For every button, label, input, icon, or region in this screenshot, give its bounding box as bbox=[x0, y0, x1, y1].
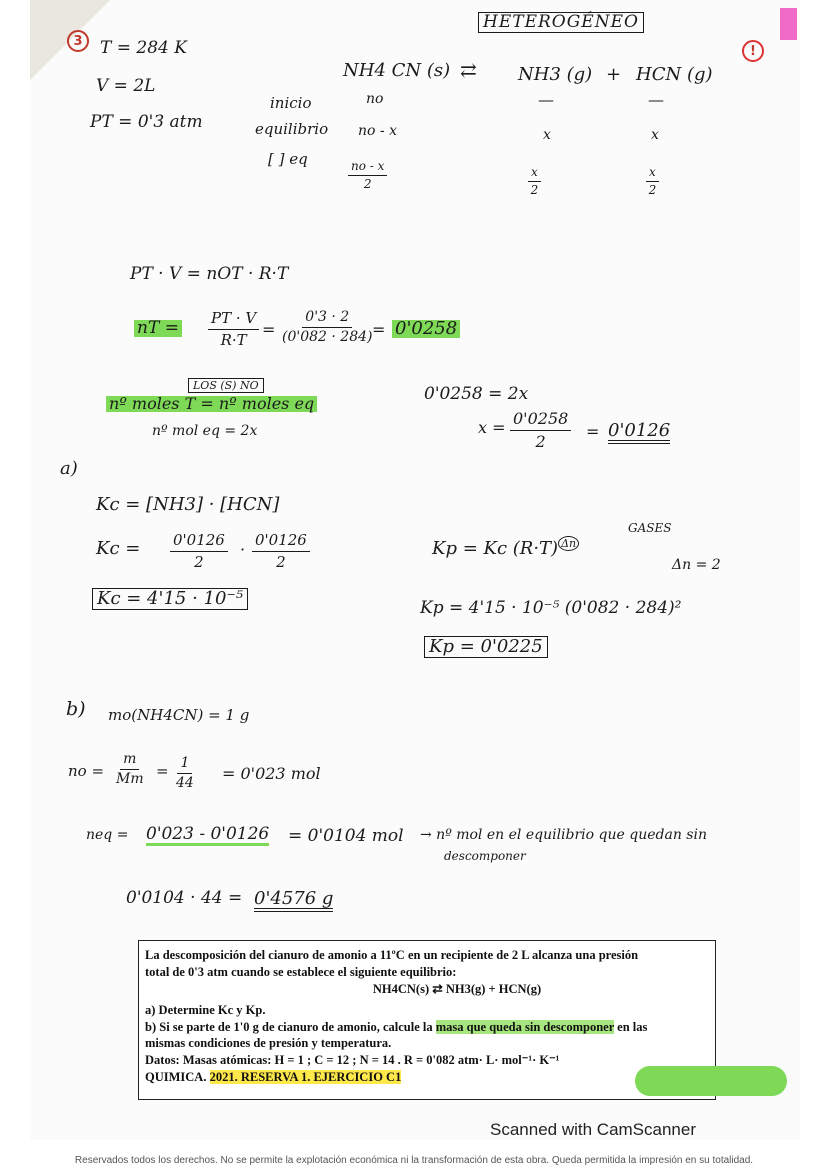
no-formula: $\frac{m}{Mm}$ bbox=[116, 751, 144, 788]
statement-source: QUIMICA. 2021. RESERVA 1. EJERCICIO C1 bbox=[145, 1070, 402, 1085]
no-substitution: $\frac{1}{44}$ bbox=[176, 755, 194, 792]
product-nh3: NH3 (g) bbox=[518, 64, 593, 85]
statement-part-a: a) Determine Kc y Kp. bbox=[145, 1002, 266, 1017]
neq-note-2: descomponer bbox=[444, 849, 526, 863]
kc-definition: Kc = [NH3] · [HCN] bbox=[96, 494, 280, 515]
initial-mass: mo(NH4CN) = 1 g bbox=[108, 706, 250, 724]
nt-substitution: $\frac{0'3 \cdot 2}{(0'082 \cdot 284)}$ bbox=[282, 309, 373, 346]
conc-solid: $\frac{no - x}{2}$ bbox=[348, 160, 387, 191]
solids-note: LOS (S) NO bbox=[188, 378, 264, 393]
part-a-label: a) bbox=[60, 458, 78, 479]
conc-hcn: $\frac{x}{2}$ bbox=[646, 166, 659, 197]
problem-number: 3 bbox=[67, 30, 89, 52]
equals-sign: = bbox=[262, 320, 276, 339]
equil-hcn: x bbox=[651, 127, 659, 143]
equil-nh3: x bbox=[543, 127, 551, 143]
no-result: = 0'023 mol bbox=[222, 764, 321, 783]
equilibrium-arrow-icon: ⇄ bbox=[460, 58, 477, 82]
final-result: 0'4576 g bbox=[254, 890, 333, 912]
final-calculation: 0'0104 · 44 = bbox=[126, 888, 243, 908]
statement-datos: Datos: Masas atómicas: H = 1 ; C = 12 ; N = 14 . R = 0'082 atm· L· mol⁻¹· K⁻¹ bbox=[145, 1053, 560, 1068]
statement-part-b: b) Si se parte de 1'0 g de cianuro de amonio, calcule la masa que queda sin descomponer en las bbox=[145, 1019, 648, 1034]
temperature: T = 284 K bbox=[100, 38, 187, 58]
plus-sign: + bbox=[606, 64, 622, 85]
delta-n: Δn = 2 bbox=[672, 557, 721, 573]
gases-note: GASES bbox=[628, 521, 672, 535]
inicio-solid: no bbox=[366, 91, 384, 107]
part-b-label: b) bbox=[66, 698, 86, 720]
row-equilibrio: equilibrio bbox=[255, 120, 329, 138]
neq-calculation: 0'023 - 0'0126 bbox=[146, 824, 270, 844]
copyright-footer: Reservados todos los derechos. No se permite la explotación económica ni la transformación de esta obra. Queda permitida la impresión en su totalidad. bbox=[74, 1155, 754, 1166]
moles-equation: 0'0258 = 2x bbox=[424, 384, 529, 404]
conc-nh3: $\frac{x}{2}$ bbox=[528, 166, 541, 197]
inicio-hcn: — bbox=[648, 90, 664, 109]
neq-label: neq = bbox=[86, 827, 129, 843]
product-hcn: HCN (g) bbox=[636, 64, 713, 85]
warning-icon: ! bbox=[742, 40, 764, 62]
kp-result: Kp = 0'0225 bbox=[424, 636, 548, 658]
equals-sign: = bbox=[372, 320, 386, 339]
no-label: no = bbox=[68, 762, 105, 780]
x-label: x = bbox=[478, 418, 506, 437]
x-formula: $\frac{0'0258}{2}$ bbox=[510, 410, 571, 450]
bookmark-tab bbox=[780, 8, 797, 40]
kp-calculation: Kp = 4'15 · 10⁻⁵ (0'082 · 284)² bbox=[420, 598, 682, 618]
statement-equation: NH4CN(s) ⇄ NH3(g) + HCN(g) bbox=[372, 981, 542, 996]
kc-label: Kc = bbox=[96, 538, 141, 559]
neq-note: → nº mol en el equilibrio que quedan sin bbox=[420, 827, 707, 843]
row-inicio: inicio bbox=[270, 94, 312, 112]
scanner-watermark: Scanned with CamScanner bbox=[490, 1120, 697, 1139]
kc-result: Kc = 4'15 · 10⁻⁵ bbox=[92, 588, 248, 610]
x-result: 0'0126 bbox=[608, 422, 670, 444]
problem-statement bbox=[138, 940, 716, 1100]
equil-solid: no - x bbox=[358, 123, 397, 139]
inicio-nh3: — bbox=[538, 90, 554, 109]
statement-part-b-cont: mismas condiciones de presión y temperatura. bbox=[145, 1036, 392, 1051]
volume: V = 2L bbox=[96, 76, 156, 96]
nt-formula: $\frac{PT \cdot V}{R\cdot T}$ bbox=[208, 310, 259, 348]
statement-line-1: La descomposición del cianuro de amonio a 11ºC en un recipiente de 2 L alcanza una presión bbox=[145, 948, 639, 962]
neq-result: = 0'0104 mol bbox=[288, 826, 404, 846]
ideal-gas-equation: PT · V = nOT · R·T bbox=[130, 264, 289, 284]
moles-eq: nº mol eq = 2x bbox=[152, 423, 258, 439]
nt-result: 0'0258 bbox=[392, 320, 460, 338]
kc-factor-1: $\frac{0'0126}{2}$ bbox=[170, 532, 228, 570]
moles-relation: nº moles T = nº moles eq bbox=[106, 396, 317, 412]
kc-factor-2: $\frac{0'0126}{2}$ bbox=[252, 532, 310, 570]
reactant: NH4 CN (s) bbox=[343, 60, 451, 81]
highlight-mark bbox=[635, 1066, 787, 1096]
heterogeneo-label: HETEROGÉNEO bbox=[478, 12, 644, 33]
total-pressure: PT = 0'3 atm bbox=[90, 112, 203, 132]
statement-line-2: total de 0'3 atm cuando se establece el siguiente equilibrio: bbox=[145, 964, 457, 979]
multiply-dot: · bbox=[240, 540, 246, 559]
equals-sign: = bbox=[156, 762, 169, 780]
row-concentration: [ ] eq bbox=[268, 150, 308, 168]
kp-definition: Kp = Kc (R·T) $^{\Delta n}$ bbox=[432, 538, 579, 558]
equals-sign: = bbox=[586, 422, 600, 441]
nt-label: nT = bbox=[134, 320, 182, 337]
